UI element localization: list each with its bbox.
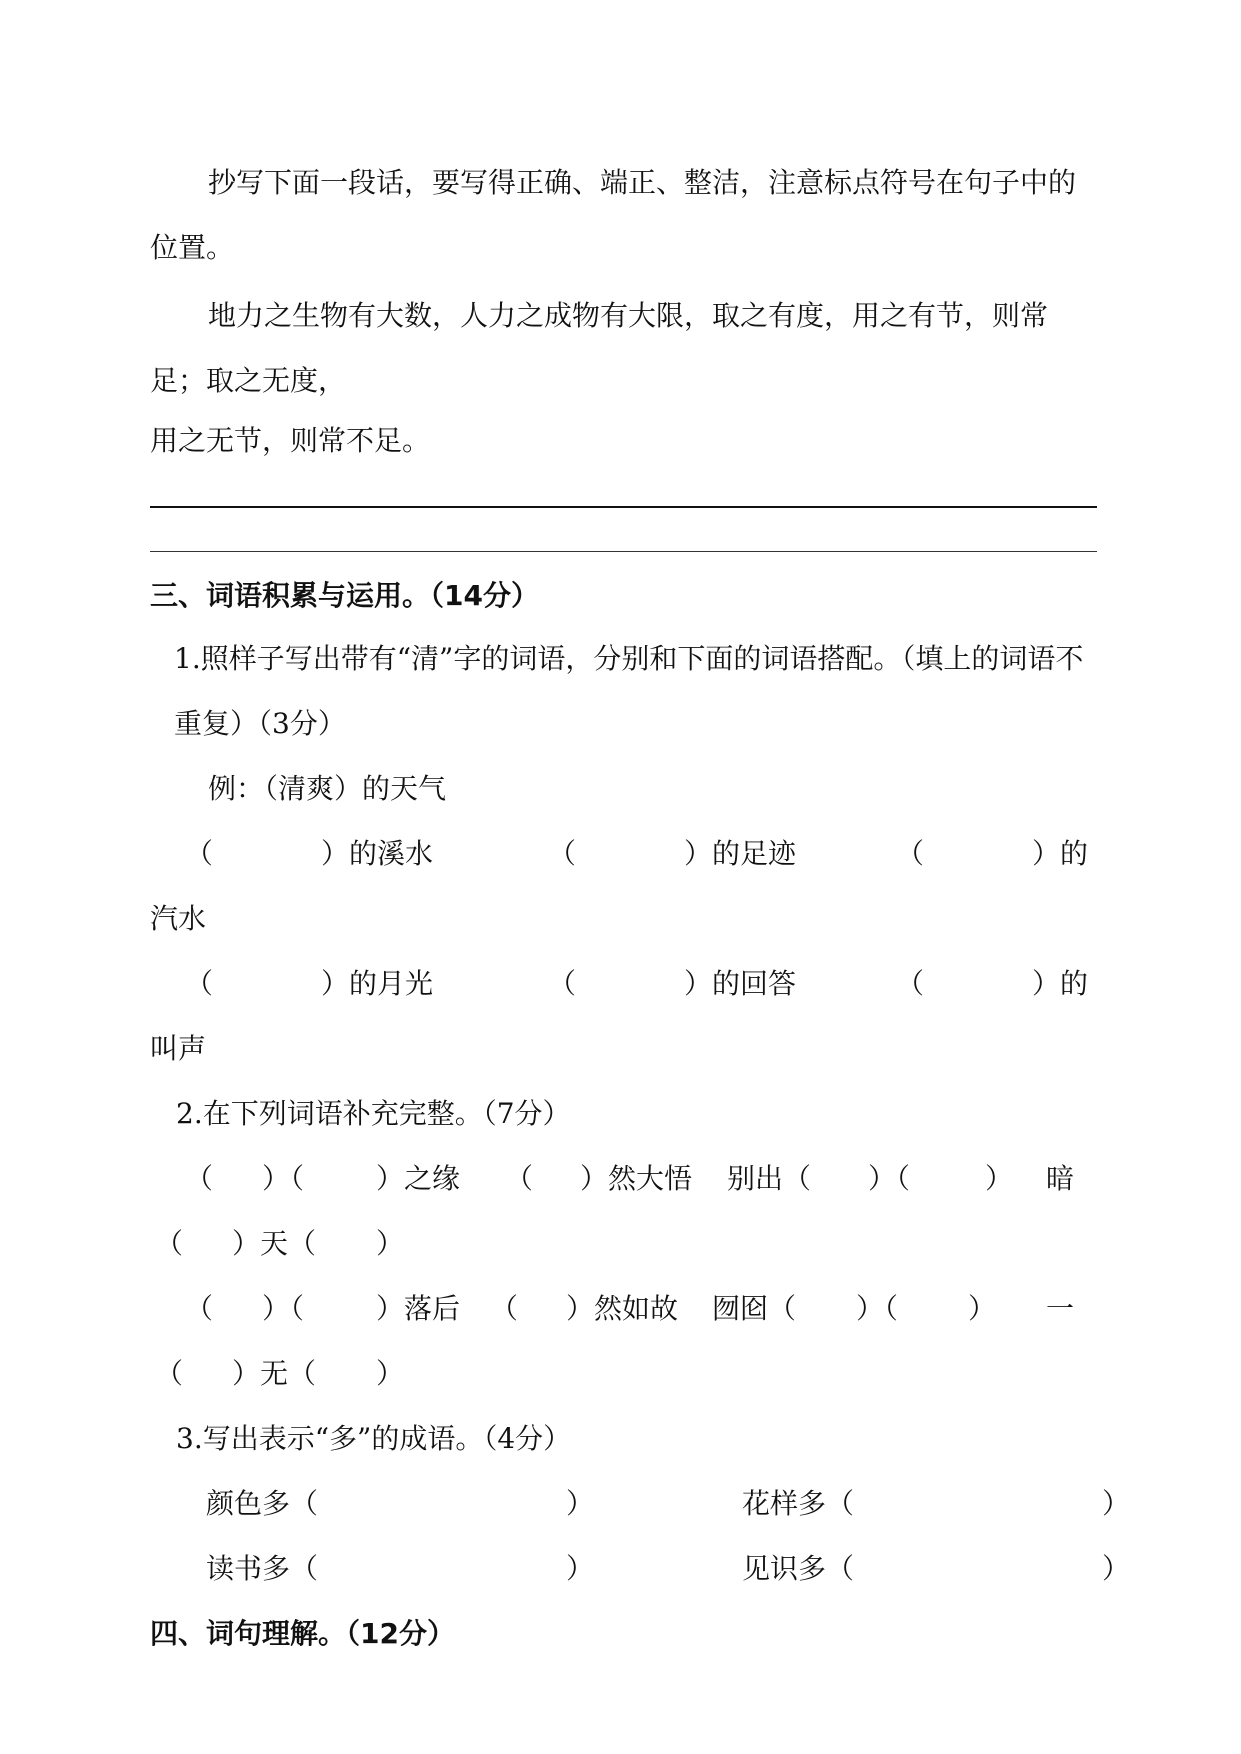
q3-prompt: 3.写出表示“多”的成语。（4分） bbox=[176, 1422, 572, 1455]
q2-blank-close[interactable]: ） bbox=[376, 1357, 405, 1390]
q2-blank-open[interactable]: （ bbox=[155, 1227, 184, 1260]
q1-word: ）的回答 bbox=[684, 967, 797, 1000]
q2-blank-open[interactable]: （ bbox=[490, 1292, 519, 1325]
q2-blank-mid[interactable]: ）（ bbox=[868, 1162, 911, 1195]
writing-line-1[interactable] bbox=[150, 506, 1097, 508]
q3-blank-close[interactable]: ） bbox=[1102, 1552, 1131, 1585]
q2-blank-close[interactable]: ） bbox=[985, 1162, 1014, 1195]
q3-label: 见识多（ bbox=[742, 1552, 855, 1585]
section-3-heading: 三、词语积累与运用。（14分） bbox=[150, 579, 539, 612]
writing-line-2[interactable] bbox=[150, 551, 1097, 552]
q2-word: ）无（ bbox=[232, 1357, 317, 1390]
q1-word: ）的足迹 bbox=[684, 837, 797, 870]
q1-blank-open[interactable]: （ bbox=[896, 837, 925, 870]
q2-word: 一 bbox=[1046, 1292, 1075, 1325]
copy-instruction: 抄写下面一段话，要写得正确、端正、整洁，注意标点符号在句子中的位置。 bbox=[150, 166, 1077, 264]
q1-word: ）的 bbox=[1032, 837, 1089, 870]
q1-blank-open[interactable]: （ bbox=[548, 967, 577, 1000]
q1-word: ）的月光 bbox=[321, 967, 434, 1000]
q1-example: 例：（清爽）的天气 bbox=[208, 772, 447, 805]
q1-word: ）的溪水 bbox=[321, 837, 434, 870]
q1-blank-open[interactable]: （ bbox=[185, 837, 214, 870]
q2-word: ）落后 bbox=[376, 1292, 461, 1325]
q2-word: ）然大悟 bbox=[580, 1162, 693, 1195]
q3-label: 花样多（ bbox=[742, 1487, 855, 1520]
q2-word: ）天（ bbox=[232, 1227, 317, 1260]
section-4-heading: 四、词句理解。（12分） bbox=[150, 1617, 455, 1650]
q2-prompt: 2.在下列词语补充完整。（7分） bbox=[176, 1097, 571, 1130]
q2-blank-open[interactable]: （ bbox=[185, 1292, 214, 1325]
q2-blank-mid[interactable]: ）（ bbox=[262, 1292, 305, 1325]
q1-blank-open[interactable]: （ bbox=[548, 837, 577, 870]
q2-word: 囫囵（ bbox=[712, 1292, 797, 1325]
q3-blank-close[interactable]: ） bbox=[1102, 1487, 1131, 1520]
q3-blank-close[interactable]: ） bbox=[566, 1552, 595, 1585]
q2-word: ）然如故 bbox=[566, 1292, 679, 1325]
copy-passage-part2: 用之无节，则常不足。 bbox=[150, 424, 431, 457]
q3-label: 读书多（ bbox=[206, 1552, 319, 1585]
q1-row-1-wrap: 汽水 bbox=[150, 902, 207, 935]
q2-word: 暗 bbox=[1046, 1162, 1075, 1195]
q1-blank-open[interactable]: （ bbox=[896, 967, 925, 1000]
q2-blank-close[interactable]: ） bbox=[376, 1227, 405, 1260]
q3-blank-close[interactable]: ） bbox=[566, 1487, 595, 1520]
q2-blank-open[interactable]: （ bbox=[505, 1162, 534, 1195]
q2-blank-mid[interactable]: ）（ bbox=[856, 1292, 899, 1325]
q2-blank-close[interactable]: ） bbox=[968, 1292, 997, 1325]
q1-row-2-wrap: 叫声 bbox=[150, 1032, 207, 1065]
q2-word: ）之缘 bbox=[376, 1162, 461, 1195]
q1-blank-open[interactable]: （ bbox=[185, 967, 214, 1000]
q3-label: 颜色多（ bbox=[206, 1487, 319, 1520]
q2-blank-open[interactable]: （ bbox=[155, 1357, 184, 1390]
q2-blank-open[interactable]: （ bbox=[185, 1162, 214, 1195]
q1-word: ）的 bbox=[1032, 967, 1089, 1000]
q1-prompt: 1.照样子写出带有“清”字的词语，分别和下面的词语搭配。（填上的词语不重复）（3分） bbox=[174, 642, 1084, 740]
copy-passage-part1: 地力之生物有大数，人力之成物有大限，取之有度，用之有节，则常足；取之无度， bbox=[150, 299, 1049, 397]
q2-word: 别出（ bbox=[727, 1162, 812, 1195]
q2-blank-mid[interactable]: ）（ bbox=[262, 1162, 305, 1195]
